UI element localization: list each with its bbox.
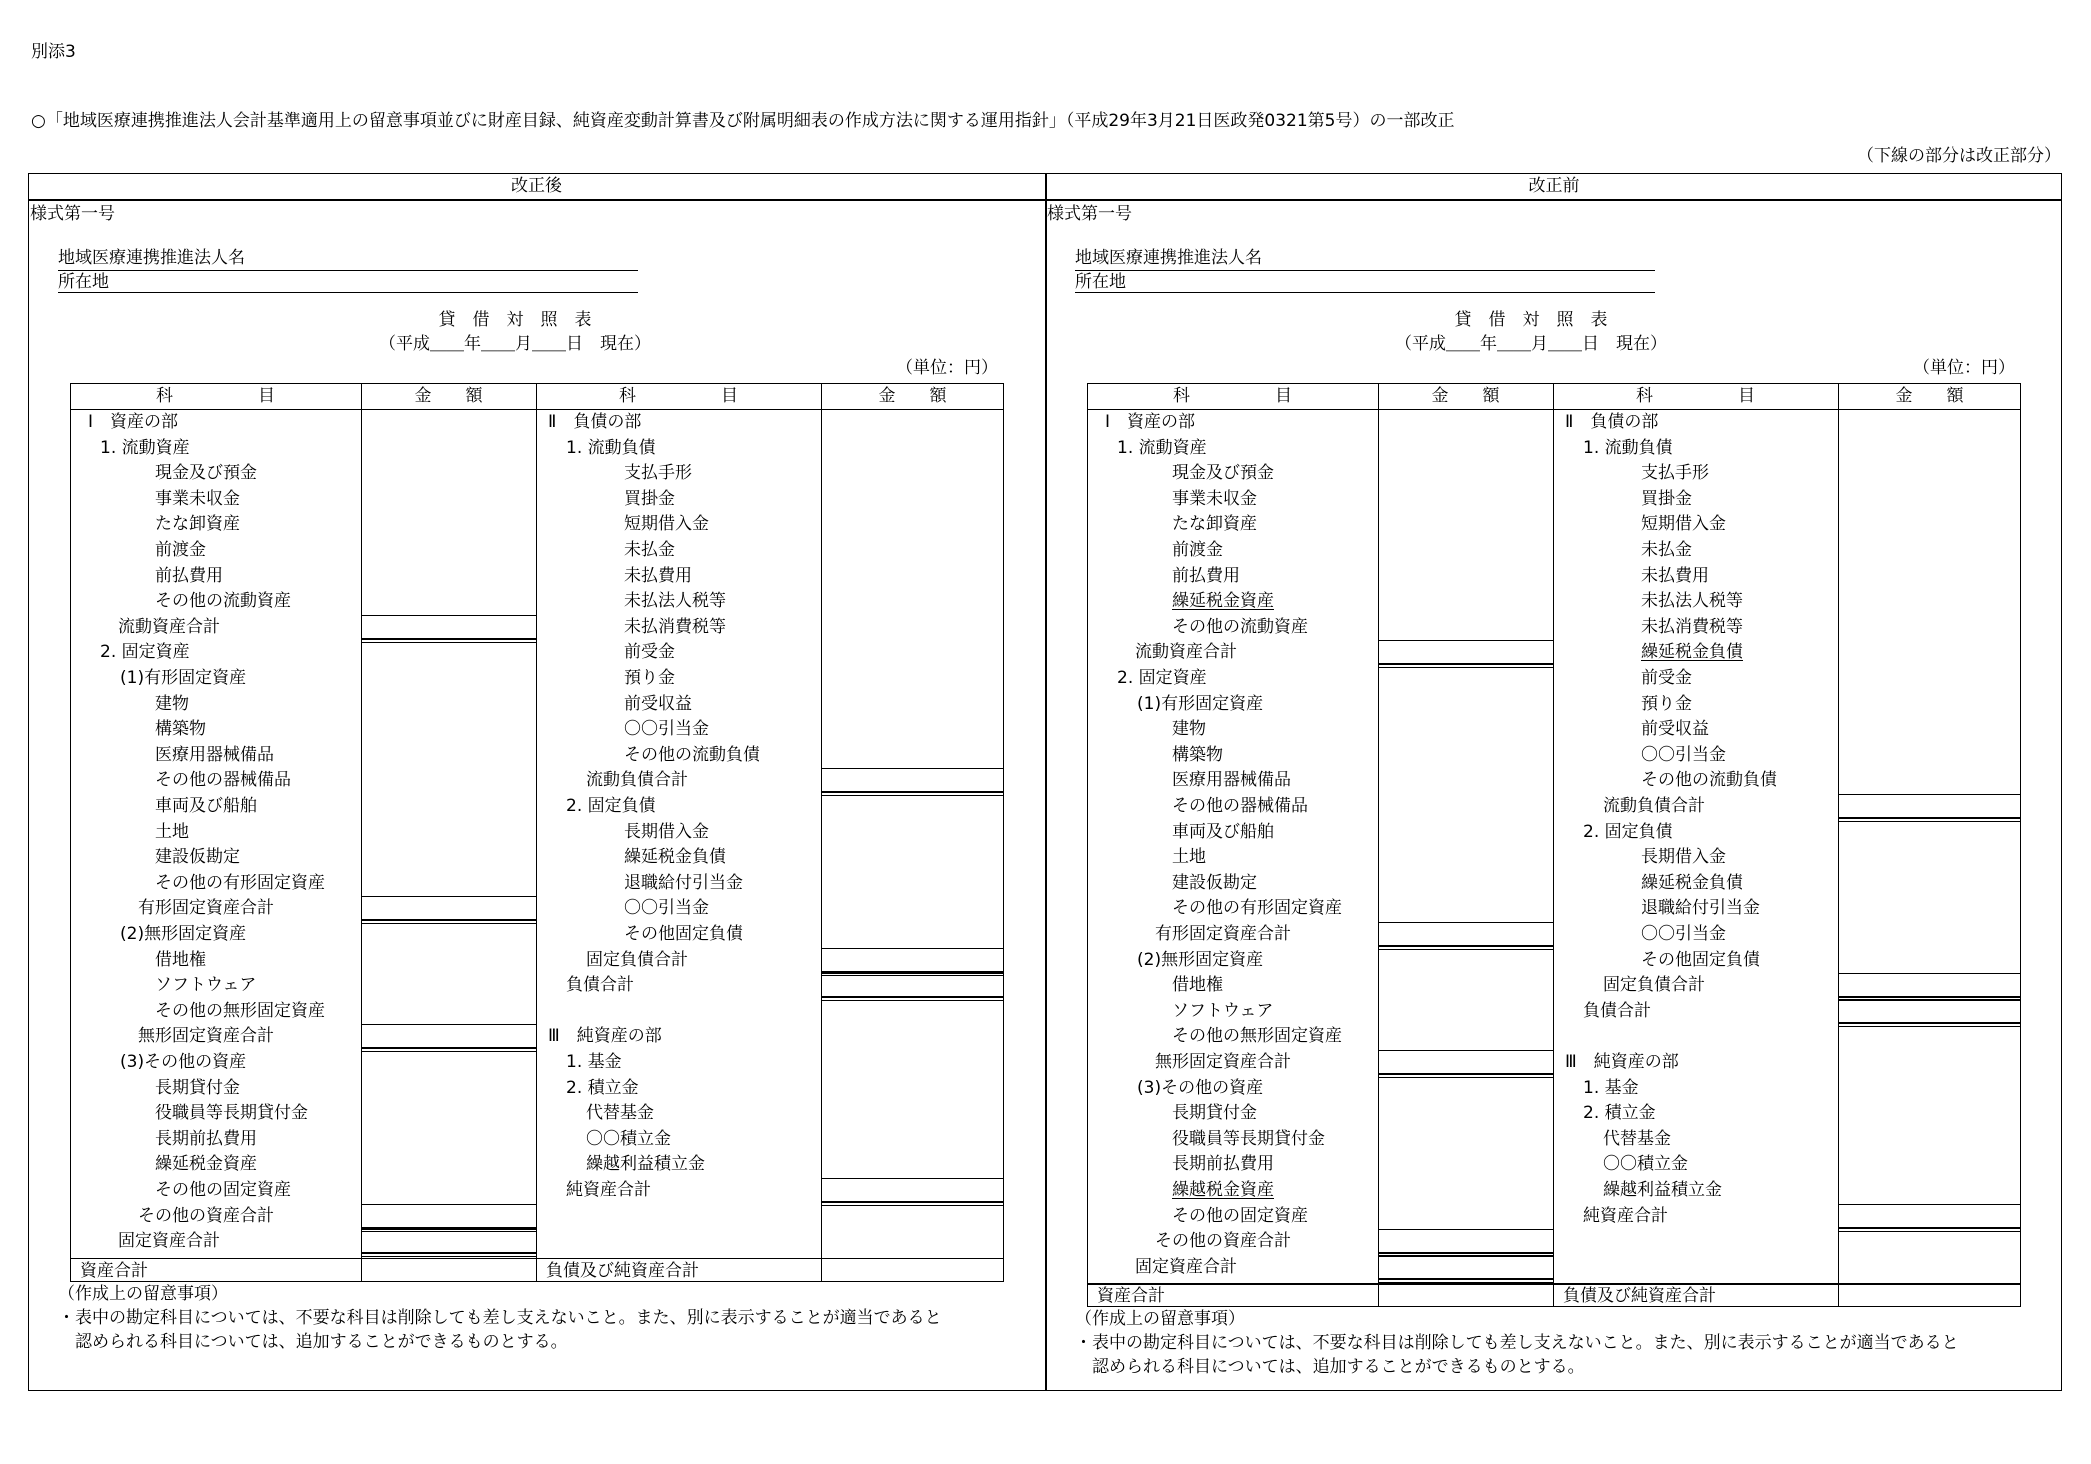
liability-subtotal-box	[821, 768, 1004, 793]
liability-item: 2. 積立金	[566, 1077, 639, 1098]
asset-subtotal-box	[361, 896, 536, 921]
liability-subtotal-box	[1838, 1204, 2021, 1229]
asset-item: たな卸資産	[155, 514, 240, 535]
liability-item: 繰延税金負債	[624, 847, 726, 868]
asset-item: ソフトウェア	[1172, 1000, 1274, 1021]
asset-item: 建物	[155, 693, 189, 714]
header-item: 科 目	[1636, 386, 1755, 406]
asset-item: 土地	[1172, 847, 1206, 868]
liability-item: 預り金	[624, 668, 675, 688]
corp-name-label: 地域医療連携推進法人名	[58, 248, 245, 268]
liability-item: 〇〇引当金	[1641, 924, 1726, 944]
asset-item: 繰延税金資産	[1172, 591, 1274, 612]
balance-sheet-date: （平成＿＿年＿＿月＿＿日 現在）	[379, 334, 651, 354]
header-item: 科 目	[619, 386, 738, 406]
asset-item: 前渡金	[1172, 540, 1223, 560]
asset-subtotal-double	[1378, 945, 1553, 950]
asset-item: 2. 固定資産	[100, 642, 190, 663]
liability-item: 前受金	[1641, 668, 1692, 688]
asset-subtotal-box	[361, 1204, 536, 1229]
liability-item: 未払費用	[624, 565, 692, 586]
liability-subtotal-box	[1838, 794, 2021, 819]
liability-item: 流動負債合計	[1603, 796, 1705, 816]
asset-item: 建設仮勘定	[1172, 872, 1257, 893]
asset-item: その他の無形固定資産	[1172, 1026, 1342, 1047]
column-header-after: 改正後	[511, 176, 562, 196]
asset-item: 繰越税金資産	[1172, 1180, 1274, 1200]
asset-subtotal-box	[1378, 1050, 1553, 1075]
liability-item: その他固定負債	[1641, 949, 1760, 970]
asset-item: その他の固定資産	[1172, 1205, 1308, 1226]
asset-item: 流動資産合計	[118, 616, 220, 637]
liability-item: 代替基金	[1603, 1128, 1671, 1149]
asset-item: 固定資産合計	[118, 1231, 220, 1252]
liability-item: 長期借入金	[624, 821, 709, 842]
liability-subtotal-double	[1838, 1022, 2021, 1027]
asset-subtotal-double	[1378, 1278, 1553, 1283]
liability-item: その他の流動負債	[1641, 770, 1777, 791]
liability-item: 買掛金	[624, 488, 675, 509]
liability-item: 未払消費税等	[1641, 616, 1743, 637]
location-underline	[58, 292, 638, 293]
header-amount: 金 額	[414, 386, 483, 406]
asset-item: (3)その他の資産	[1137, 1077, 1264, 1098]
asset-item: ソフトウェア	[155, 975, 257, 996]
asset-item: その他の有形固定資産	[155, 872, 325, 893]
asset-item: 医療用器械備品	[155, 744, 274, 765]
liability-item: 支払手形	[1641, 463, 1709, 484]
liability-item: 未払金	[1641, 540, 1692, 560]
asset-item: 長期貸付金	[1172, 1103, 1257, 1124]
asset-subtotal-double	[1378, 663, 1553, 668]
liability-item: 退職給付引当金	[1641, 898, 1760, 919]
asset-item: その他の有形固定資産	[1172, 898, 1342, 919]
asset-item: 前払費用	[155, 565, 223, 586]
liability-subtotal-double	[1838, 1227, 2021, 1232]
liability-item: 繰延税金負債	[1641, 872, 1743, 893]
liability-item: 短期借入金	[624, 514, 709, 535]
table-column-rule	[1378, 383, 1379, 1307]
notes-title: （作成上の留意事項）	[58, 1283, 228, 1304]
asset-item: (1)有形固定資産	[1137, 693, 1264, 714]
notes-line-2: 認められる科目については、追加することができるものとする。	[58, 1331, 568, 1352]
liability-item: 〇〇引当金	[624, 719, 709, 740]
asset-item: 事業未収金	[155, 488, 240, 509]
liability-item: 支払手形	[624, 463, 692, 484]
panel-before	[1047, 200, 2063, 1390]
liability-subtotal-double	[821, 1201, 1004, 1206]
liability-item: 固定負債合計	[586, 949, 688, 970]
asset-item: 有形固定資産合計	[138, 898, 274, 919]
asset-item: 借地権	[1172, 975, 1223, 996]
liability-subtotal-box	[821, 1178, 1004, 1203]
liability-subtotal-double	[1838, 817, 2021, 822]
liability-subtotal-box	[1838, 999, 2021, 1024]
liability-item: 繰越利益積立金	[1603, 1180, 1722, 1200]
asset-item: 無形固定資産合計	[138, 1026, 274, 1047]
asset-item: 2. 固定資産	[1117, 668, 1207, 688]
liability-item: Ⅱ 負債の部	[1565, 412, 1659, 432]
column-header-before: 改正前	[1528, 176, 1580, 196]
notes-line-1: ・表中の勘定科目については、不要な科目は削除しても差し支えないこと。また、別に表示することが適当であると	[1075, 1333, 1959, 1354]
liability-item: 前受金	[624, 642, 675, 663]
liability-item: 前受収益	[624, 693, 692, 714]
balance-sheet-date: （平成＿＿年＿＿月＿＿日 現在）	[1395, 334, 1667, 354]
asset-subtotal-double	[361, 1047, 536, 1052]
asset-subtotal-box	[361, 1229, 536, 1254]
balance-sheet-title: 貸 借 対 照 表	[438, 310, 592, 330]
document-title: ○「地域医療連携推進法人会計基準適用上の留意事項並びに財産目録、純資産変動計算書及び附属明細表の作成方法に関する運用指針」（平成29年3月21日医政発0321第5号）の一部改正	[31, 111, 1455, 131]
asset-item: 車両及び船舶	[1172, 821, 1274, 842]
liability-item: 〇〇積立金	[1603, 1154, 1688, 1175]
liability-item: 繰越利益積立金	[586, 1154, 705, 1175]
liability-item: 預り金	[1641, 693, 1692, 714]
unit-label: （単位：円）	[1913, 358, 2015, 378]
liability-item: 〇〇引当金	[1641, 744, 1726, 765]
asset-subtotal-box	[361, 1024, 536, 1049]
liability-item: 1. 流動負債	[1583, 437, 1673, 458]
asset-item: 前渡金	[155, 540, 206, 560]
asset-subtotal-box	[1378, 1229, 1553, 1254]
asset-item: (1)有形固定資産	[120, 668, 247, 688]
liability-item: Ⅲ 純資産の部	[548, 1026, 662, 1047]
liability-item: 固定負債合計	[1603, 975, 1705, 996]
asset-item: (2)無形固定資産	[1137, 949, 1264, 970]
asset-item: 役職員等長期貸付金	[155, 1103, 308, 1124]
header-item: 科 目	[1173, 386, 1292, 406]
liability-item: 1. 流動負債	[566, 437, 656, 458]
liability-item: Ⅱ 負債の部	[548, 412, 642, 432]
header-item: 科 目	[156, 386, 275, 406]
notes-line-1: ・表中の勘定科目については、不要な科目は削除しても差し支えないこと。また、別に表示することが適当であると	[58, 1307, 942, 1328]
liability-item: 代替基金	[586, 1103, 654, 1124]
asset-item: その他の器械備品	[1172, 796, 1308, 816]
asset-item: 医療用器械備品	[1172, 770, 1291, 791]
location-label: 所在地	[1075, 272, 1126, 292]
liability-item: 未払消費税等	[624, 616, 726, 637]
asset-item: 構築物	[1172, 744, 1223, 765]
asset-subtotal-box	[1378, 922, 1553, 947]
asset-item: 借地権	[155, 949, 206, 970]
location-label: 所在地	[58, 272, 109, 292]
asset-subtotal-double	[361, 919, 536, 924]
asset-subtotal-box	[361, 615, 536, 640]
liability-item: 2. 固定負債	[1583, 821, 1673, 842]
liability-item: 買掛金	[1641, 488, 1692, 509]
liability-subtotal-box	[1838, 973, 2021, 998]
asset-item: 繰延税金資産	[155, 1154, 257, 1175]
asset-item: その他の資産合計	[138, 1205, 274, 1226]
total-liab-net-label: 負債及び純資産合計	[546, 1260, 699, 1281]
liability-item: 前受収益	[1641, 719, 1709, 740]
liability-item: 繰延税金負債	[1641, 642, 1743, 663]
asset-item: 構築物	[155, 719, 206, 740]
underline-note: （下線の部分は改正部分）	[1857, 146, 2061, 166]
liability-subtotal-double	[821, 996, 1004, 1001]
liability-item: 未払金	[624, 540, 675, 560]
notes-title: （作成上の留意事項）	[1075, 1309, 1245, 1330]
asset-item: その他の資産合計	[1155, 1231, 1291, 1252]
table-column-rule	[361, 383, 362, 1282]
liability-item: 〇〇積立金	[586, 1128, 671, 1149]
asset-item: 役職員等長期貸付金	[1172, 1128, 1325, 1149]
asset-item: 土地	[155, 821, 189, 842]
asset-subtotal-box	[1378, 640, 1553, 665]
asset-item: 流動資産合計	[1135, 642, 1237, 663]
table-column-rule	[1553, 383, 1554, 1307]
total-assets-label: 資産合計	[80, 1260, 148, 1281]
corp-name-underline	[1075, 270, 1655, 271]
asset-item: 1. 流動資産	[1117, 437, 1207, 458]
balance-sheet-title: 貸 借 対 照 表	[1454, 310, 1608, 330]
liability-item: 1. 基金	[1583, 1077, 1639, 1098]
liability-item: 流動負債合計	[586, 770, 688, 791]
asset-item: 無形固定資産合計	[1155, 1052, 1291, 1072]
corp-name-underline	[58, 270, 638, 271]
asset-item: 長期前払費用	[1172, 1154, 1274, 1175]
liability-item: 〇〇引当金	[624, 898, 709, 919]
asset-item: 有形固定資産合計	[1155, 924, 1291, 944]
liability-item: 純資産合計	[566, 1180, 651, 1200]
asset-item: その他の無形固定資産	[155, 1000, 325, 1021]
header-amount: 金 額	[1895, 386, 1964, 406]
asset-item: 1. 流動資産	[100, 437, 190, 458]
asset-item: 現金及び預金	[1172, 463, 1274, 484]
panel-after	[30, 200, 1046, 1390]
asset-item: 建設仮勘定	[155, 847, 240, 868]
table-column-rule	[821, 383, 822, 1282]
liability-item: 未払法人税等	[624, 591, 726, 612]
form-number: 様式第一号	[30, 204, 115, 224]
asset-item: たな卸資産	[1172, 514, 1257, 535]
liability-item: 2. 積立金	[1583, 1103, 1656, 1124]
asset-item: Ⅰ 資産の部	[1105, 412, 1196, 432]
asset-subtotal-double	[361, 638, 536, 643]
liability-item: 退職給付引当金	[624, 872, 743, 893]
attachment-label: 別添3	[31, 42, 76, 62]
asset-item: 前払費用	[1172, 565, 1240, 586]
asset-item: その他の固定資産	[155, 1180, 291, 1200]
asset-subtotal-box	[1378, 1255, 1553, 1280]
liability-item: 負債合計	[1583, 1000, 1651, 1021]
liability-item: 1. 基金	[566, 1052, 622, 1072]
header-amount: 金 額	[1431, 386, 1500, 406]
liability-item: 未払費用	[1641, 565, 1709, 586]
asset-item: 固定資産合計	[1135, 1256, 1237, 1277]
liability-item: 純資産合計	[1583, 1205, 1668, 1226]
header-amount: 金 額	[878, 386, 947, 406]
liability-item: 2. 固定負債	[566, 796, 656, 816]
corp-name-label: 地域医療連携推進法人名	[1075, 248, 1262, 268]
notes-line-2: 認められる科目については、追加することができるものとする。	[1075, 1357, 1585, 1378]
asset-item: その他の流動資産	[1172, 616, 1308, 637]
asset-item: その他の器械備品	[155, 770, 291, 791]
asset-item: 現金及び預金	[155, 463, 257, 484]
asset-item: 建物	[1172, 719, 1206, 740]
location-underline	[1075, 292, 1655, 293]
liability-subtotal-box	[821, 948, 1004, 973]
asset-item: 事業未収金	[1172, 488, 1257, 509]
total-assets-label: 資産合計	[1097, 1286, 1165, 1307]
form-number: 様式第一号	[1047, 204, 1132, 224]
asset-item: Ⅰ 資産の部	[88, 412, 179, 432]
asset-item: 長期前払費用	[155, 1128, 257, 1149]
total-liab-net-label: 負債及び純資産合計	[1563, 1286, 1716, 1307]
unit-label: （単位：円）	[896, 358, 998, 378]
liability-item: 負債合計	[566, 975, 634, 996]
asset-item: 長期貸付金	[155, 1077, 240, 1098]
liability-item: 長期借入金	[1641, 847, 1726, 868]
asset-subtotal-double	[361, 1252, 536, 1257]
asset-item: (2)無形固定資産	[120, 924, 247, 944]
liability-item: その他固定負債	[624, 924, 743, 944]
asset-item: 車両及び船舶	[155, 796, 257, 816]
asset-subtotal-double	[1378, 1073, 1553, 1078]
asset-item: その他の流動資産	[155, 591, 291, 612]
asset-item: (3)その他の資産	[120, 1052, 247, 1072]
liability-item: 短期借入金	[1641, 514, 1726, 535]
table-column-rule	[536, 383, 537, 1282]
liability-subtotal-box	[821, 973, 1004, 998]
liability-subtotal-double	[821, 791, 1004, 796]
liability-item: 未払法人税等	[1641, 591, 1743, 612]
table-column-rule	[1838, 383, 1839, 1307]
liability-item: Ⅲ 純資産の部	[1565, 1052, 1679, 1072]
liability-item: その他の流動負債	[624, 744, 760, 765]
